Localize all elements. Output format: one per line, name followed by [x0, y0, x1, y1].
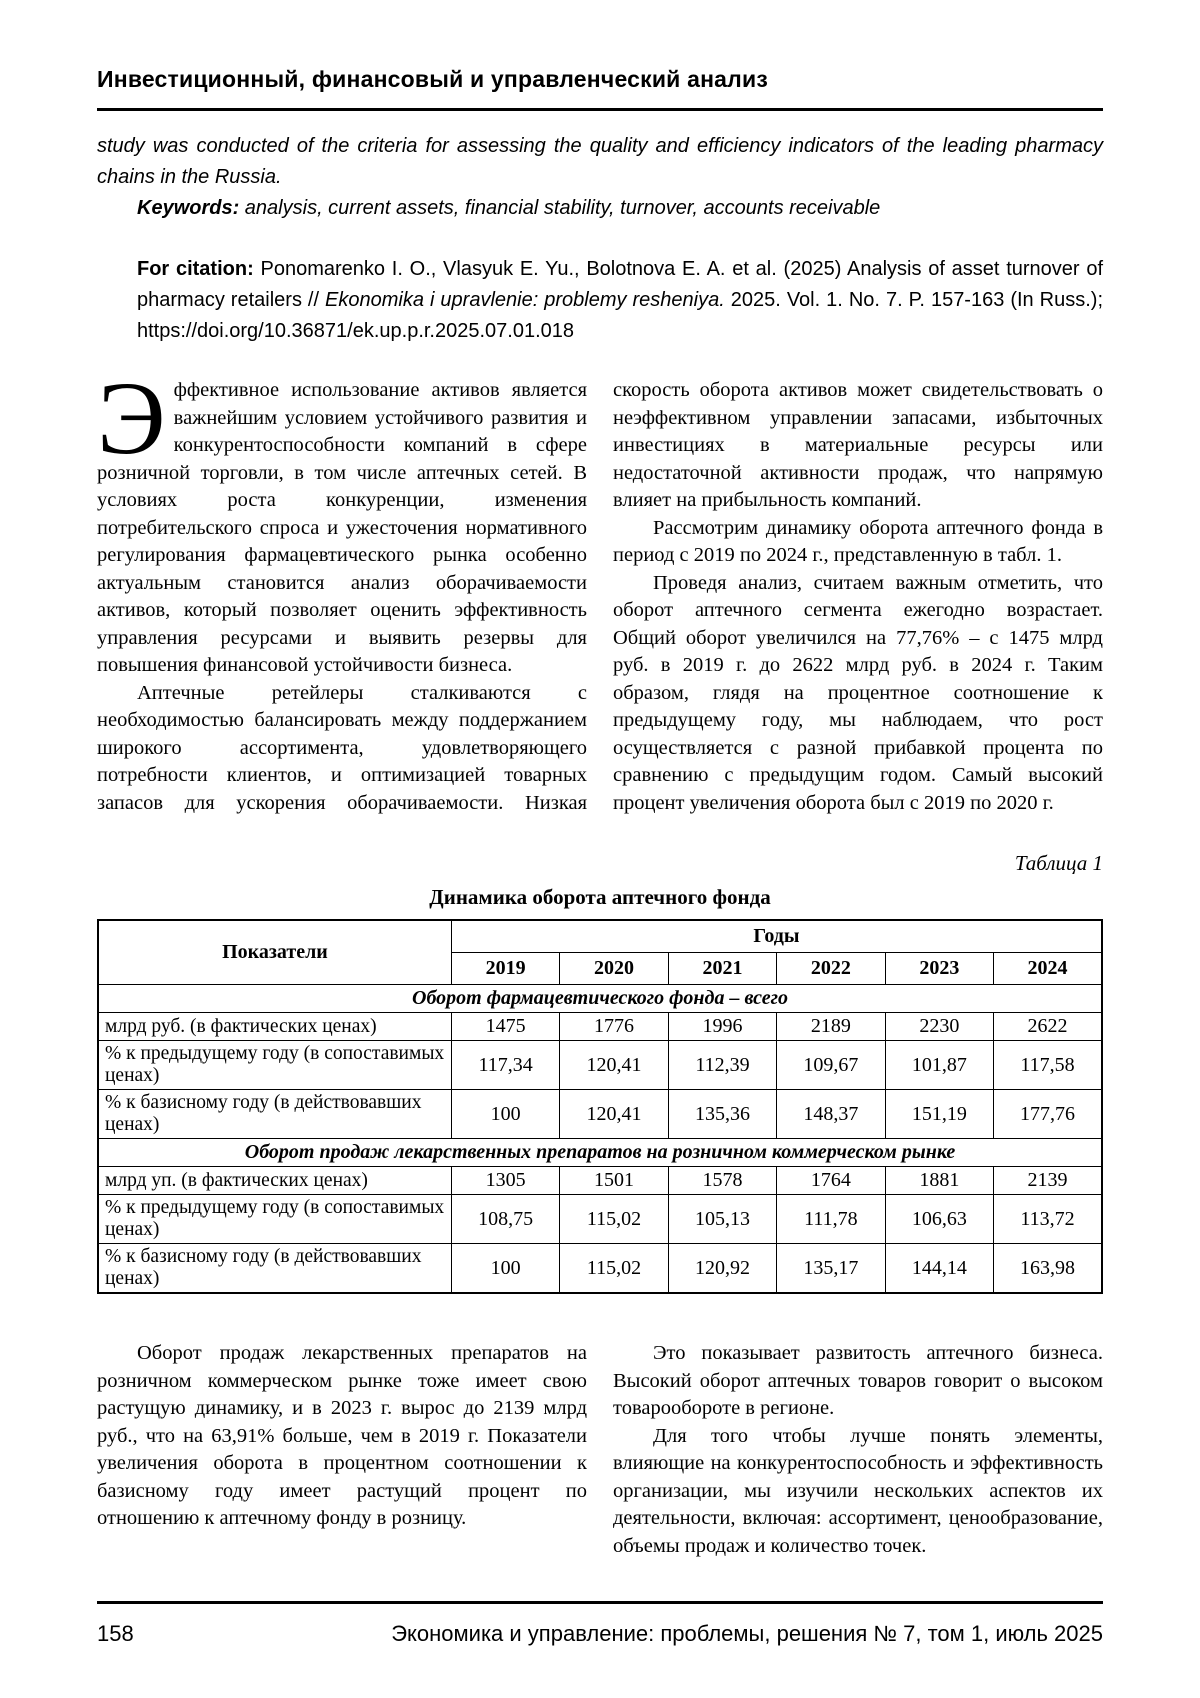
- table-caption: Таблица 1: [1014, 851, 1103, 875]
- cell-value: 135,36: [668, 1090, 776, 1139]
- cell-value: 144,14: [885, 1244, 993, 1294]
- cell-value: 1475: [451, 1013, 559, 1041]
- row-label: % к базисному году (в действовавших ценах): [98, 1244, 451, 1294]
- table-row: [98, 1244, 1102, 1294]
- cell-value: 120,41: [560, 1041, 668, 1090]
- paragraph: Для того чтобы лучше понять элементы, влияющие на конкурентоспособность и эффективность организации, мы изучили нескольких аспектов их деятельности, включая: ассортимент, ценообразование, объемы продаж и количество точек.: [613, 1424, 1103, 1557]
- body-right-column: [613, 377, 1103, 817]
- keywords-line: [97, 193, 1103, 224]
- journal-line: Экономика и управление: проблемы, решения № 7, том 1, июль 2025: [391, 1621, 1103, 1646]
- table-row: [98, 1167, 1102, 1195]
- cell-value: 151,19: [885, 1090, 993, 1139]
- table-header-row: [98, 920, 1102, 953]
- row-label: % к предыдущему году (в сопоставимых ценах): [98, 1041, 451, 1090]
- abstract-text-en: study was conducted of the criteria for assessing the quality and efficiency indicators of the leading pharmacy chains in the Russia.: [97, 135, 1103, 188]
- cell-value: 1881: [885, 1167, 993, 1195]
- citation-block: [97, 254, 1103, 347]
- row-label: % к предыдущему году (в сопоставимых ценах): [98, 1195, 451, 1244]
- table-row: [98, 1013, 1102, 1041]
- paragraph: Это показывает развитость аптечного бизнеса. Высокий оборот аптечных товаров говорит о высоком товарообороте в регионе.: [613, 1342, 1103, 1419]
- cell-value: 112,39: [668, 1041, 776, 1090]
- cell-value: 2189: [777, 1013, 885, 1041]
- citation-journal-name: Ekonomika i upravlenie: problemy resheniya.: [325, 289, 725, 311]
- cell-value: 1305: [451, 1167, 559, 1195]
- years-header: Годы: [451, 920, 1102, 953]
- citation-text: [137, 254, 1103, 347]
- cell-value: 117,34: [451, 1041, 559, 1090]
- page-footer: [97, 1601, 1103, 1647]
- cell-value: 1996: [668, 1013, 776, 1041]
- section-title: Оборот продаж лекарственных препаратов на розничном коммерческом рынке: [98, 1139, 1102, 1167]
- cell-value: 106,63: [885, 1195, 993, 1244]
- year-column-header: 2023: [885, 953, 993, 985]
- keywords-label: Keywords:: [137, 197, 240, 219]
- cell-value: 2622: [994, 1013, 1102, 1041]
- drop-cap: Э: [97, 361, 166, 476]
- keywords-text: analysis, current assets, financial stability, turnover, accounts receivable: [239, 197, 881, 219]
- paragraph: Аптечные ретейлеры сталкиваются с необходимостью балансировать между поддержанием широкого ассортимента, удовлетворяющего потребности клиентов, и оптимизацией товарных запасов для ускорения оборачиваемости. Низкая: [97, 681, 587, 814]
- citation-doi: 2025. Vol. 1. No. 7. P. 157-163 (In Russ.); https://doi.org/10.36871/ek.up.p.r.2025.07.01.018: [137, 289, 1104, 342]
- cell-value: 100: [451, 1244, 559, 1294]
- cell-value: 120,41: [560, 1090, 668, 1139]
- running-head: Инвестиционный, финансовый и управленческий анализ: [97, 66, 1103, 111]
- year-column-header: 2020: [560, 953, 668, 985]
- paragraph-text: ффективное использование активов является важнейшим условием устойчивого развития и конкурентоспособности компаний в сфере розничной торговли, в том числе аптечных сетей. В условиях роста конкуренции, изменения потребительского спроса и ужесточения нормативного регулирования фармацевтического рынка особенно актуальным становится анализ оборачиваемости активов, который позволяет оценить эффективность управления ресурсами и выявить резервы для повышения финансовой устойчивости бизнеса.: [97, 379, 587, 676]
- cell-value: 108,75: [451, 1195, 559, 1244]
- year-column-header: 2022: [777, 953, 885, 985]
- cell-value: 100: [451, 1090, 559, 1139]
- cell-value: 105,13: [668, 1195, 776, 1244]
- table-section-row: [98, 1139, 1102, 1167]
- cell-value: 117,58: [994, 1041, 1102, 1090]
- row-label: млрд руб. (в фактических ценах): [98, 1013, 451, 1041]
- post-left-column: [97, 1340, 587, 1560]
- paragraph: Проведя анализ, считаем важным отметить, что оборот аптечного сегмента ежегодно возрастает. Общий оборот увеличился на 77,76% – с 1475 млрд руб. в 2019 г. до 2622 млрд руб. в 2024 г. Таким образом, глядя на процентное соотношение к предыдущему году, мы наблюдаем, что рост осуществляется с разной прибавкой процента по сравнению с предыдущим годом. Самый высокий процент увеличения оборота был с 2019 по 2020 г.: [613, 571, 1103, 814]
- post-right-column: [613, 1340, 1103, 1560]
- cell-value: 1578: [668, 1167, 776, 1195]
- cell-value: 1764: [777, 1167, 885, 1195]
- paragraph: скорость оборота активов может свидетельствовать о неэффективном управлении запасами, избыточных инвестициях в материальные ресурсы или недостаточной активности продаж, что напрямую влияет на прибыльность компаний.: [613, 379, 1103, 511]
- cell-value: 1501: [560, 1167, 668, 1195]
- cell-value: 177,76: [994, 1090, 1102, 1139]
- abstract-section: [97, 131, 1103, 224]
- page-number: 158: [97, 1621, 134, 1646]
- cell-value: 111,78: [777, 1195, 885, 1244]
- paragraph: [97, 361, 587, 680]
- cell-value: 101,87: [885, 1041, 993, 1090]
- cell-value: 163,98: [994, 1244, 1102, 1294]
- cell-value: 148,37: [777, 1090, 885, 1139]
- cell-value: 1776: [560, 1013, 668, 1041]
- citation-authors: Ponomarenko I. O., Vlasyuk E. Yu., Bolotnova E. A. et al. (2025) Analysis of asset turnover of pharmacy retailers //: [137, 258, 1104, 311]
- year-column-header: 2024: [994, 953, 1102, 985]
- year-column-header: 2019: [451, 953, 559, 985]
- indicators-header: Показатели: [98, 920, 451, 985]
- data-table: [97, 919, 1103, 1294]
- post-table-body: [97, 1340, 1103, 1560]
- cell-value: 135,17: [777, 1244, 885, 1294]
- article-body: [97, 361, 1103, 817]
- table-row: [98, 1195, 1102, 1244]
- row-label: млрд уп. (в фактических ценах): [98, 1167, 451, 1195]
- table-row: [98, 1090, 1102, 1139]
- body-left-column: [97, 361, 587, 817]
- paragraph: Оборот продаж лекарственных препаратов на розничном коммерческом рынке тоже имеет свою растущую динамику, и в 2023 г. вырос до 2139 млрд руб., что на 63,91% больше, чем в 2019 г. Показатели увеличения оборота в процентном соотношении к базисному году имеет растущий процент по отношению к аптечному фонду в розницу.: [97, 1342, 587, 1529]
- cell-value: 115,02: [560, 1195, 668, 1244]
- cell-value: 120,92: [668, 1244, 776, 1294]
- citation-label: For citation:: [137, 258, 254, 280]
- cell-value: 109,67: [777, 1041, 885, 1090]
- table-section-row: [98, 985, 1102, 1013]
- cell-value: 2139: [994, 1167, 1102, 1195]
- cell-value: 2230: [885, 1013, 993, 1041]
- row-label: % к базисному году (в действовавших ценах): [98, 1090, 451, 1139]
- cell-value: 113,72: [994, 1195, 1102, 1244]
- cell-value: 115,02: [560, 1244, 668, 1294]
- section-title: Оборот фармацевтического фонда – всего: [98, 985, 1102, 1013]
- paragraph: Рассмотрим динамику оборота аптечного фонда в период с 2019 по 2024 г., представленную в табл. 1.: [613, 516, 1103, 566]
- year-column-header: 2021: [668, 953, 776, 985]
- table-row: [98, 1041, 1102, 1090]
- table-title: Динамика оборота аптечного фонда: [429, 885, 771, 909]
